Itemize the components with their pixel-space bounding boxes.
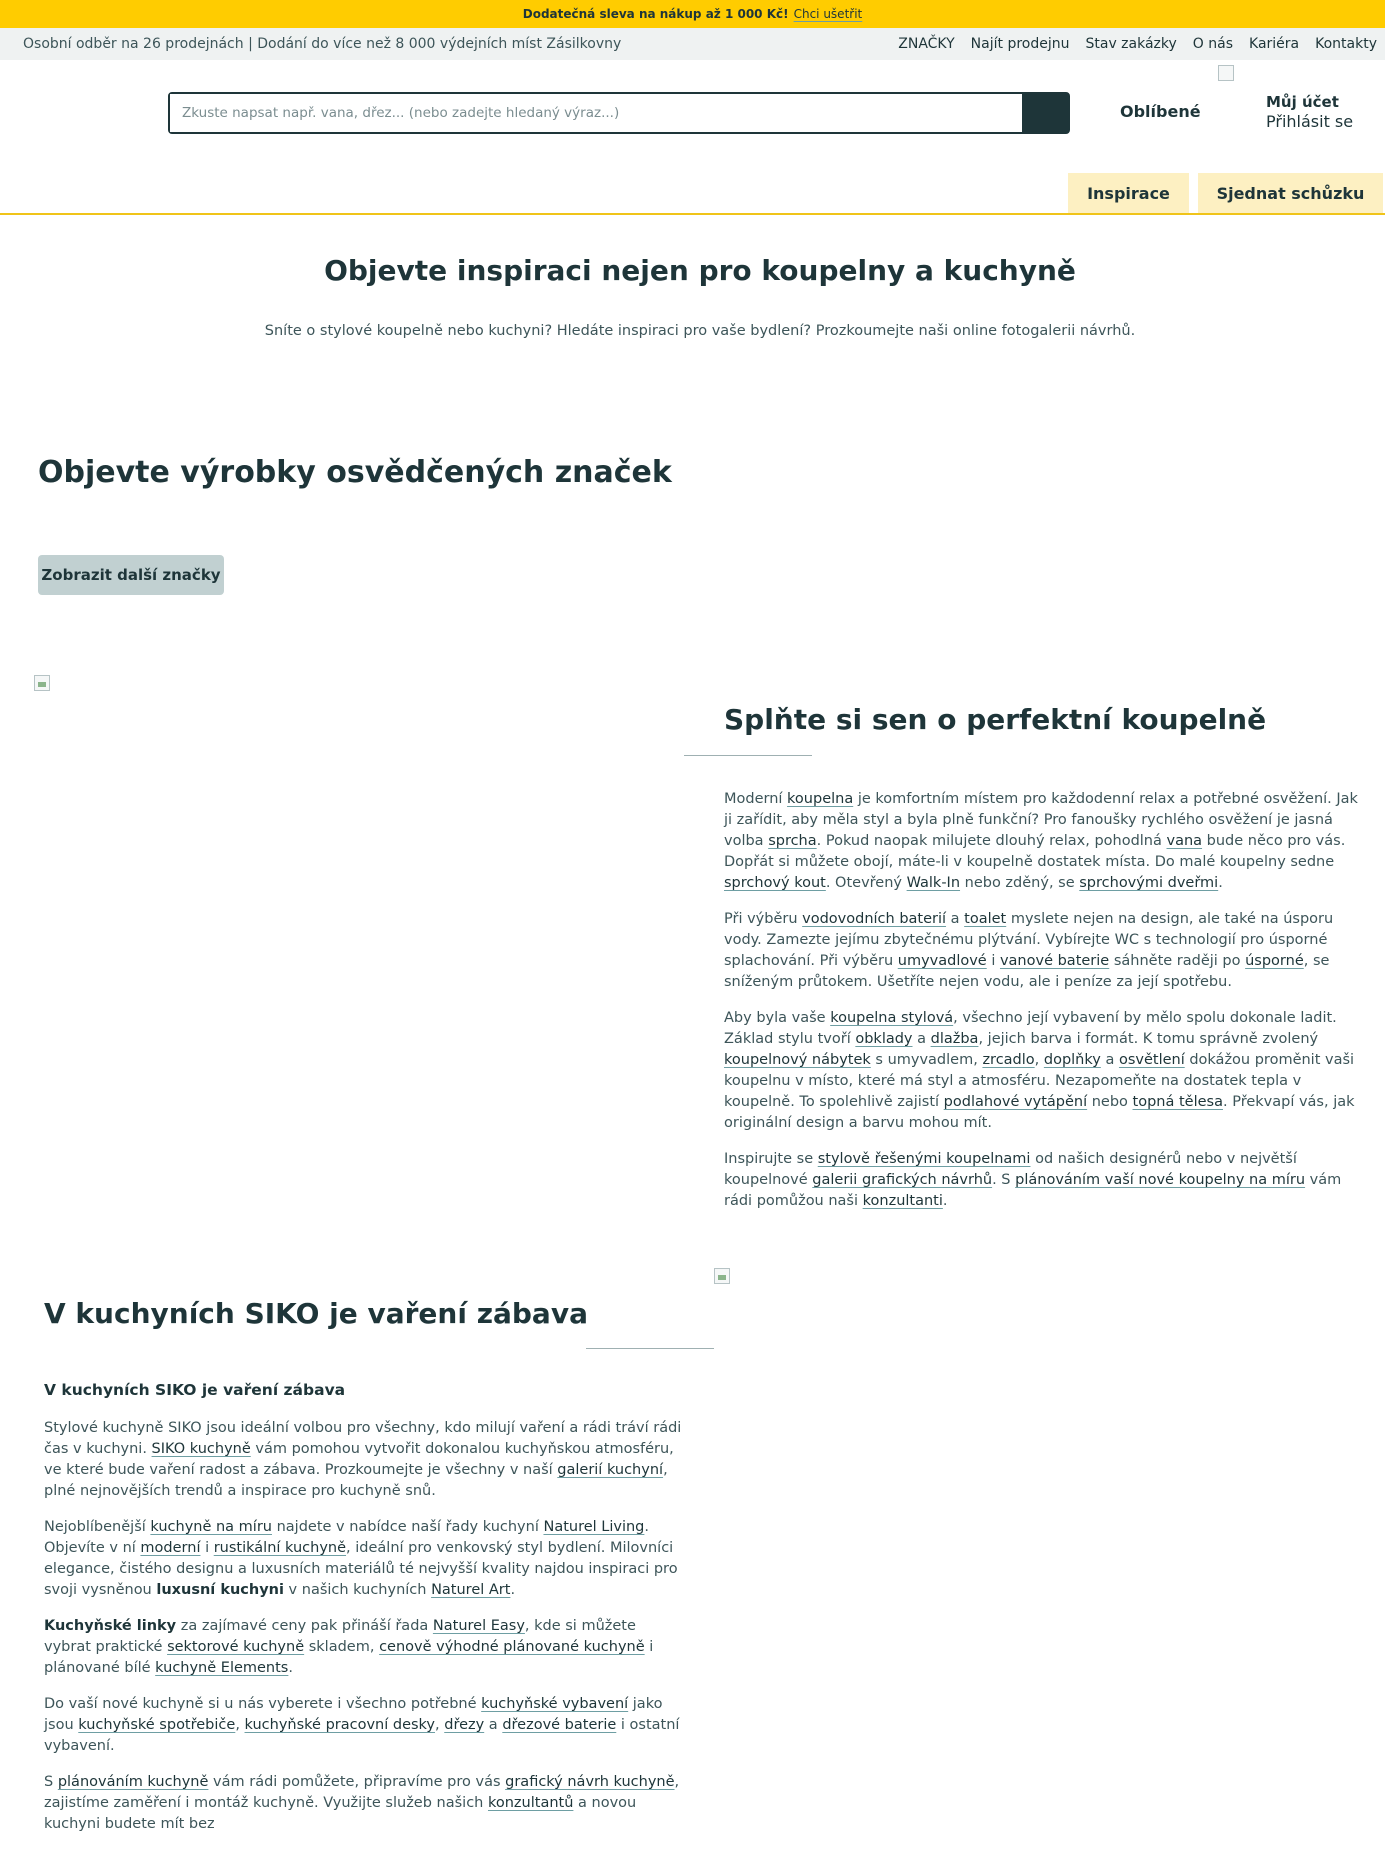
search-input[interactable] (170, 94, 1022, 132)
link-consultants[interactable]: konzultanti (862, 1193, 943, 1209)
link-faucets[interactable]: vodovodních baterií (802, 911, 947, 927)
link-sink-faucets[interactable]: dřezové baterie (502, 1717, 617, 1733)
link-modern-kitchens[interactable]: moderní (140, 1540, 201, 1556)
link-shower-enclosure[interactable]: sprchový kout (724, 875, 826, 891)
nav-link-about[interactable]: O nás (1192, 36, 1234, 52)
kitchen-subheading-wrap (44, 1381, 684, 1399)
link-kitchen-planning[interactable]: plánováním kuchyně (57, 1774, 209, 1790)
kitchen-section (44, 1297, 684, 1330)
link-bathtub[interactable]: vana (1166, 833, 1203, 849)
bathroom-paragraph: Při výběru vodovodních baterií a toalet myslete nejen na design, ale také na úsporu vody. Zamezte jejímu zbytečnému plýtvání. Vybírejte WC s technologií pro úsporné splachování. Při výběru umyvadlové i vanové baterie sáhněte raději po úsporné, se sníženým průtokem. Ušetříte nejen vodu, ale i peníze za její spotřebu. (724, 911, 1334, 990)
info-bar (0, 28, 1385, 60)
bathroom-paragraph: Inspirujte se stylově řešenými koupelnami od našich designérů nebo v největší koupelnové galerii grafických návrhů. S plánováním vaší nové koupelny na míru vám rádi pomůžou naši konzultanti. (724, 1151, 1342, 1209)
account-title: Můj účet (1266, 93, 1339, 111)
kitchen-text (44, 1418, 684, 1850)
page-title: Objevte inspiraci nejen pro koupelny a kuchyně (324, 254, 1076, 287)
link-kitchen-elements[interactable]: kuchyně Elements (155, 1660, 289, 1676)
kitchen-subheading: V kuchyních SIKO je vaření zábava (44, 1381, 346, 1399)
kitchen-paragraph: S plánováním kuchyně vám rádi pomůžete, připravíme pro vás grafický návrh kuchyně, zajistíme zaměření i montáž kuchyně. Využijte služeb našich konzultantů a novou kuchyni budete mít bez (44, 1774, 680, 1832)
favorites-link[interactable]: Oblíbené (1120, 102, 1201, 121)
link-naturel-art[interactable]: Naturel Art (431, 1582, 511, 1598)
link-affordable-kitchens[interactable]: cenově výhodné plánované kuchyně (379, 1639, 645, 1655)
brands-heading: Objevte výrobky osvědčených značek (38, 455, 672, 490)
link-floor-heating[interactable]: podlahové vytápění (943, 1094, 1088, 1110)
kitchen-image (714, 1268, 730, 1284)
link-kitchen-equipment[interactable]: kuchyňské vybavení (481, 1696, 629, 1712)
kitchen-paragraph: Kuchyňské linky za zajímavé ceny pak přináší řada Naturel Easy, kde si můžete vybrat praktické sektorové kuchyně skladem, cenově výhodné plánované kuchyně i plánované bílé kuchyně Elements. (44, 1618, 654, 1676)
link-floor-tiles[interactable]: dlažba (930, 1031, 979, 1047)
nav-link-order-status[interactable]: Stav zakázky (1085, 36, 1177, 52)
search-box (168, 92, 1070, 134)
link-basin-faucet[interactable]: umyvadlové (897, 953, 987, 969)
bathroom-heading: Splňte si sen o perfektní koupelně (724, 703, 1267, 736)
bathroom-divider (684, 755, 812, 756)
account-link[interactable] (1266, 92, 1353, 132)
nav-link-contacts[interactable]: Kontakty (1315, 36, 1377, 52)
link-saving[interactable]: úsporné (1245, 953, 1304, 969)
link-accessories[interactable]: doplňky (1043, 1052, 1101, 1068)
link-shower-doors[interactable]: sprchovými dveřmi (1079, 875, 1219, 891)
kitchen-paragraph: Do vaší nové kuchyně si u nás vyberete i všechno potřebné kuchyňské vybavení jako jsou kuchyňské spotřebiče, kuchyňské pracovní desky, dřezy a dřezové baterie i ostatní vybavení. (44, 1696, 680, 1754)
bathroom-image (34, 675, 50, 691)
site-header (0, 60, 1385, 215)
link-stylish-bathroom[interactable]: koupelna stylová (830, 1010, 954, 1026)
header-tabs (1068, 173, 1383, 213)
delivery-info: Osobní odběr na 26 prodejnách | Dodání do více než 8 000 výdejních míst Zásilkovny (23, 36, 622, 52)
bathroom-text (724, 789, 1369, 1227)
bathroom-paragraph: Aby byla vaše koupelna stylová, všechno její vybavení by mělo spolu dokonale ladit. Základ stylu tvoří obklady a dlažba, jejich barva i formát. K tomu správně zvolený koupelnový nábytek s umyvadlem, zrcadlo, doplňky a osvětlení dokážou proměnit vaši koupelnu v místo, které má styl a atmosféru. Nezapomeňte na dostatek tepla v koupelně. To spolehlivě zajistí podlahové vytápění nebo topná tělesa. Překvapí vás, jak originální design a barvu mohou mít. (724, 1010, 1355, 1131)
link-naturel-easy[interactable]: Naturel Easy (432, 1618, 525, 1634)
link-bath-faucet[interactable]: vanové baterie (999, 953, 1110, 969)
link-bathroom-planning[interactable]: plánováním vaší nové koupelny na míru (1015, 1172, 1306, 1188)
bathroom-section (724, 703, 1369, 736)
link-kitchen-appliances[interactable]: kuchyňské spotřebiče (78, 1717, 236, 1733)
link-toilets[interactable]: toalet (964, 911, 1007, 927)
kitchen-heading: V kuchyních SIKO je vaření zábava (44, 1297, 588, 1330)
link-styled-bathrooms[interactable]: stylově řešenými koupelnami (817, 1151, 1031, 1167)
link-kitchen-gallery[interactable]: galerií kuchyní (557, 1462, 664, 1478)
nav-link-brands[interactable]: ZNAČKY (898, 36, 955, 52)
tab-book-appointment[interactable]: Sjednat schůzku (1198, 173, 1383, 213)
link-radiators[interactable]: topná tělesa (1132, 1094, 1223, 1110)
link-mirror[interactable]: zrcadlo (982, 1052, 1035, 1068)
kitchen-divider (586, 1348, 714, 1349)
search-button[interactable] (1022, 94, 1068, 132)
promo-bar (0, 0, 1385, 28)
link-custom-kitchens[interactable]: kuchyně na míru (150, 1519, 272, 1535)
promo-text: Dodatečná sleva na nákup až 1 000 Kč! (522, 7, 789, 21)
link-wall-tiles[interactable]: obklady (855, 1031, 913, 1047)
page-subtitle: Sníte o stylové koupelně nebo kuchyni? Hledáte inspiraci pro vaše bydlení? Prozkoumejte naši online fotogalerii návrhů. (264, 323, 1136, 339)
link-kitchen-consultants[interactable]: konzultantů (487, 1795, 574, 1811)
kitchen-paragraph: Nejoblíbenější kuchyně na míru najdete v nabídce naší řady kuchyní Naturel Living. Objevíte v ní moderní i rustikální kuchyně, ideální pro venkovský styl bydlení. Milovníci elegance, čistého designu a luxusních materiálů té nejvyšší kvality najdou inspiraci pro svoji vysněnou luxusní kuchyni v našich kuchyních Naturel Art. (44, 1519, 678, 1598)
link-walk-in[interactable]: Walk-In (906, 875, 961, 891)
bathroom-paragraph: Moderní koupelna je komfortním místem pro každodenní relax a potřebné osvěžení. Jak ji zařídit, aby měla styl a byla plně funkční? Pro fanoušky rychlého osvěžení je jasná volba sprcha. Pokud naopak milujete dlouhý relax, pohodlná vana bude něco pro vás. Dopřát si můžete obojí, máte-li v koupelně dostatek místa. Do malé koupelny sedne sprchový kout. Otevřený Walk-In nebo zděný, se sprchovými dveřmi. (724, 791, 1358, 891)
account-icon[interactable] (1218, 65, 1234, 81)
nav-link-career[interactable]: Kariéra (1249, 36, 1300, 52)
link-bathroom[interactable]: koupelna (787, 791, 854, 807)
top-nav (882, 36, 1377, 52)
nav-link-find-store[interactable]: Najít prodejnu (970, 36, 1070, 52)
link-shower[interactable]: sprcha (768, 833, 817, 849)
link-sinks[interactable]: dřezy (444, 1717, 485, 1733)
kitchen-paragraph: Stylové kuchyně SIKO jsou ideální volbou pro všechny, kdo milují vaření a rádi tráví rádi čas v kuchyni. SIKO kuchyně vám pomohou vytvořit dokonalou kuchyňskou atmosféru, ve které bude vaření radost a zábava. Prozkoumejte je všechny v naší galerií kuchyní, plné nejnovějších trendů a inspirace pro kuchyně snů. (44, 1420, 682, 1499)
show-more-brands-button[interactable]: Zobrazit další značky (38, 555, 224, 595)
link-design-gallery[interactable]: galerii grafických návrhů (812, 1172, 993, 1188)
link-worktops[interactable]: kuchyňské pracovní desky (244, 1717, 436, 1733)
link-kitchen-design[interactable]: grafický návrh kuchyně (505, 1774, 675, 1790)
link-siko-kitchens[interactable]: SIKO kuchyně (151, 1441, 251, 1457)
link-lighting[interactable]: osvětlení (1118, 1052, 1185, 1068)
tab-inspiration[interactable]: Inspirace (1068, 173, 1189, 213)
link-sector-kitchens[interactable]: sektorové kuchyně (167, 1639, 305, 1655)
promo-link[interactable]: Chci ušetřit (793, 7, 863, 21)
link-bathroom-furniture[interactable]: koupelnový nábytek (724, 1052, 871, 1068)
login-link[interactable]: Přihlásit se (1266, 112, 1354, 131)
link-naturel-living[interactable]: Naturel Living (543, 1519, 645, 1535)
link-rustic-kitchens[interactable]: rustikální kuchyně (213, 1540, 347, 1556)
